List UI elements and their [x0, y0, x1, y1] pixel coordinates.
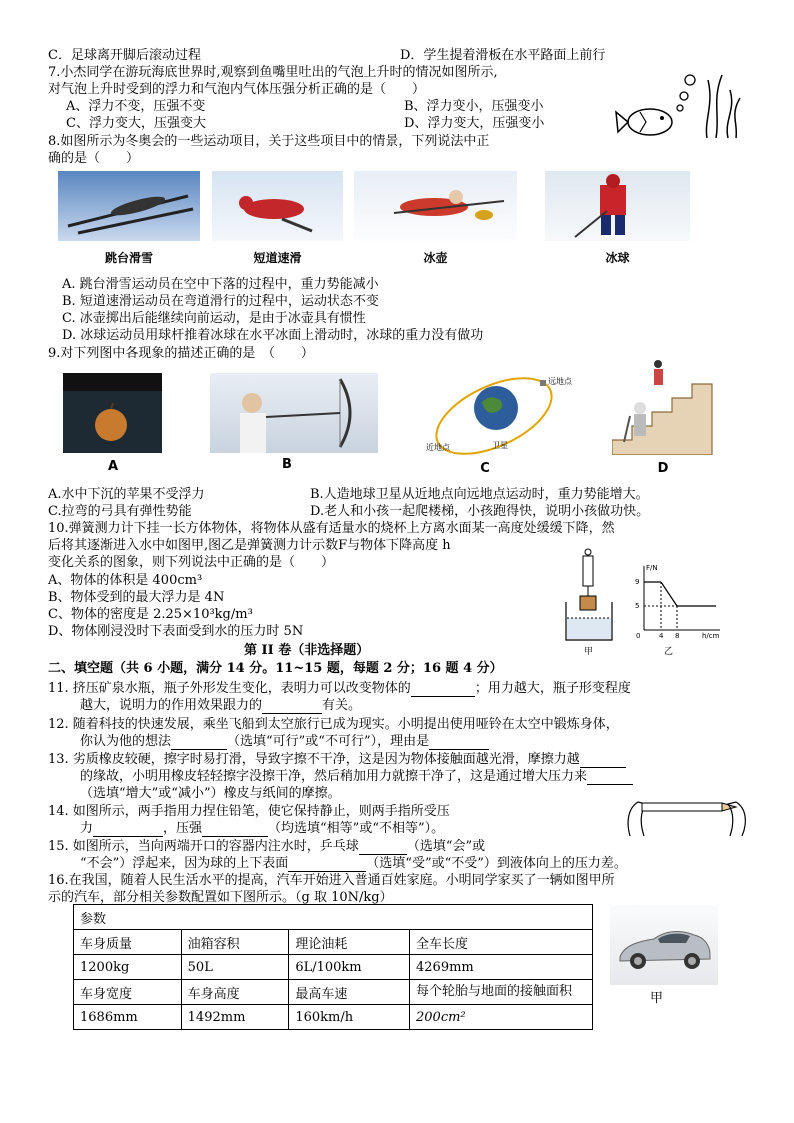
caption-a: A: [107, 459, 119, 474]
table-cell: 车身宽度: [74, 980, 182, 1005]
table-cell: 200cm²: [410, 1005, 593, 1030]
graph-x-label: h/cm: [702, 632, 720, 640]
ice-hockey-photo: [545, 171, 690, 241]
q10-option-a: A、物体的体积是 400cm³: [48, 573, 203, 588]
caption-speed-skating: 短道速滑: [253, 251, 302, 265]
q13-line1: 13. 劣质橡皮较硬，擦字时易打滑，导致字擦不干净，这是因为物体接触面越光滑，摩擦力越: [48, 752, 626, 768]
car-figure-caption: 甲: [650, 991, 664, 1006]
orbit-label-satellite: 卫星: [492, 441, 508, 450]
caption-b: B: [282, 457, 292, 472]
q9-option-d: D.老人和小孩一起爬楼梯，小孩跑得快，说明小孩做功快。: [310, 504, 650, 519]
graph-y-tick-9: 9: [635, 578, 640, 586]
graph-x-tick-4: 4: [659, 632, 664, 640]
q15-blank-1[interactable]: [359, 840, 407, 855]
q13-line3: （选填“增大”或“减小”）橡皮与纸间的摩擦。: [80, 786, 341, 801]
force-height-graph: [632, 562, 724, 640]
table-cell: 理论油耗: [289, 930, 410, 955]
table-row: [74, 980, 593, 1005]
q9-option-c: C.拉弯的弓具有弹性势能: [48, 504, 192, 519]
q10-stem-line1: 10.弹簧测力计下挂一长方体物体，将物体从盛有适量水的烧杯上方离水面某一高度处缓缓下降，然: [48, 521, 615, 536]
car-parameters-table: [73, 904, 593, 1030]
table-title-cell: 参数: [74, 905, 593, 930]
q15-line2: “不会”）浮起来，因为球的上下表面 （选填“受”或“不受”）到液体向上的压力差。: [80, 856, 627, 871]
q8-stem-line1: 8.如图所示为冬奥会的一些运动项目，关于这些项目中的情景，下列说法中正: [48, 134, 490, 149]
q8-option-d: D. 冰球运动员用球杆推着冰球在水平冰面上滑动时，冰球的重力没有做功: [62, 328, 484, 343]
q11-line2: 越大，说明力的作用效果跟力的 有关。: [80, 698, 362, 713]
table-cell: 1492mm: [181, 1005, 289, 1030]
q7-option-a: A、浮力不变，压强不变: [66, 99, 206, 114]
graph-x-tick-0: 0: [636, 632, 641, 640]
table-cell: 全车长度: [410, 930, 593, 955]
q13-blank-1[interactable]: [580, 753, 626, 768]
curling-photo: [354, 171, 517, 241]
satellite-orbit-figure: [424, 368, 576, 456]
q12-blank-1[interactable]: [171, 735, 227, 750]
q16-line2: 示的汽车，部分相关参数配置如下图所示。（g 取 10N/kg）: [48, 890, 393, 905]
speed-skating-photo: [212, 171, 343, 241]
q8-option-a: A. 跳台滑雪运动员在空中下落的过程中，重力势能减小: [62, 277, 379, 292]
table-cell: 1686mm: [74, 1005, 182, 1030]
table-cell: 4269mm: [410, 955, 593, 980]
caption-ski-jump: 跳台滑雪: [104, 251, 153, 265]
q15-line1: 15. 如图所示，当向两端开口的容器内注水时，乒乓球 （选填“会”或: [48, 839, 486, 854]
pencil-fingers-figure: [622, 786, 750, 838]
q12-line1: 12. 随着科技的快速发展，乘坐飞船到太空旅行已成为现实。小明提出使用哑铃在太空中锻炼身体，: [48, 717, 619, 732]
table-cell: 最高车速: [289, 980, 410, 1005]
section2-title: 第 II 卷（非选择题）: [244, 643, 370, 658]
graph-y-label: F/N: [646, 564, 658, 572]
q10-stem-line3: 变化关系的图象，则下列说法中正确的是（ ）: [48, 555, 335, 570]
caption-d: D: [657, 461, 669, 476]
q6-option-c: C．足球离开脚后滚动过程: [48, 48, 201, 63]
q7-option-c: C、浮力变大，压强变大: [66, 116, 206, 131]
table-cell: 160km/h: [289, 1005, 410, 1030]
ski-jump-photo: [58, 171, 200, 241]
table-row: [74, 930, 593, 955]
q7-stem-line1: 7.小杰同学在游玩海底世界时,观察到鱼嘴里吐出的气泡上升时的情况如图所示,: [48, 65, 498, 80]
car-photo: [610, 905, 718, 985]
caption-curling: 冰壶: [423, 251, 448, 265]
q10-stem-line2: 后将其逐渐进入水中如图甲,图乙是弹簧测力计示数F与物体下降高度 h: [48, 538, 451, 553]
q12-blank-2[interactable]: [429, 735, 489, 750]
table-cell: 每个轮胎与地面的接触面积: [410, 980, 593, 1005]
graph-x-tick-8: 8: [675, 632, 680, 640]
table-cell: 车身质量: [74, 930, 182, 955]
q11-blank-2[interactable]: [262, 699, 322, 714]
table-cell: 油箱容积: [181, 930, 289, 955]
q15-blank-2[interactable]: [288, 857, 366, 872]
q12-line2: 你认为他的想法 （选填“可行”或“不可行”），理由是: [80, 734, 489, 750]
q13-line2: 的缘故，小明用橡皮轻轻擦字没擦干净，然后稍加用力就擦干净了，这是通过增大压力来: [80, 769, 633, 785]
q9-stem: 9.对下列图中各现象的描述正确的是 （ ）: [48, 346, 314, 361]
q13-blank-2[interactable]: [587, 770, 633, 785]
fish-bubbles-figure: [612, 60, 744, 140]
table-cell: 车身高度: [181, 980, 289, 1005]
q14-blank-1[interactable]: [93, 822, 163, 837]
q7-option-b: B、浮力变小，压强变小: [404, 99, 544, 114]
q7-stem-line2: 对气泡上升时受到的浮力和气泡内气体压强分析正确的是（ ）: [48, 82, 426, 97]
table-row: [74, 1005, 593, 1030]
table-row: [74, 955, 593, 980]
q7-option-d: D、浮力变大，压强变小: [404, 116, 545, 131]
q14-line2: 力 ，压强 （均选填“相等”或“不相等”）。: [80, 821, 445, 836]
table-row: [74, 905, 593, 930]
orbit-label-perigee: 近地点: [426, 443, 450, 452]
caption-ice-hockey: 冰球: [605, 251, 630, 265]
q10-option-c: C、物体的密度是 2.25×10³kg/m³: [48, 607, 253, 622]
caption-c: C: [480, 461, 490, 476]
spring-scale-beaker-figure: [562, 548, 622, 648]
archery-photo: [210, 373, 378, 453]
q9-option-a: A.水中下沉的苹果不受浮力: [48, 487, 205, 502]
table-cell: 6L/100km: [289, 955, 410, 980]
q16-line1: 16.在我国，随着人民生活水平的提高，汽车开始进入普通百姓家庭。小明同学家买了一辆如图甲所: [48, 873, 615, 888]
q8-option-c: C. 冰壶掷出后能继续向前运动，是由于冰壶具有惯性: [62, 311, 366, 326]
q11-blank-1[interactable]: [411, 682, 475, 697]
section2-heading: 二、填空题（共 6 小题，满分 14 分。11~15 题，每题 2 分；16 题 4 分）: [48, 661, 503, 676]
q9-option-b: B.人造地球卫星从近地点向远地点运动时，重力势能增大。: [310, 487, 649, 502]
apple-in-water-photo: [63, 373, 162, 453]
q11-line1: 11. 挤压矿泉水瓶，瓶子外形发生变化，表明力可以改变物体的 ；用力越大，瓶子形变程度: [48, 681, 631, 696]
q10-option-b: B、物体受到的最大浮力是 4N: [48, 590, 225, 605]
q14-blank-2[interactable]: [202, 822, 268, 837]
table-cell: 1200kg: [74, 955, 182, 980]
table-cell: 50L: [181, 955, 289, 980]
q6-option-d: D．学生提着滑板在水平路面上前行: [400, 48, 606, 63]
q10-option-d: D、物体刚浸没时下表面受到水的压力时 5N: [48, 624, 304, 639]
orbit-label-apogee: 远地点: [548, 377, 572, 386]
graph-y-tick-5: 5: [635, 602, 640, 610]
q14-line1: 14. 如图所示，两手指用力捏住铅笔，使它保持静止，则两手指所受压: [48, 804, 450, 819]
q8-option-b: B. 短道速滑运动员在弯道滑行的过程中，运动状态不变: [62, 294, 379, 309]
fig-yi-label: 乙: [664, 647, 674, 657]
q8-stem-line2: 确的是（ ）: [48, 151, 140, 166]
stairs-climbing-figure: [612, 360, 734, 455]
fig-jia-label: 甲: [584, 647, 594, 657]
